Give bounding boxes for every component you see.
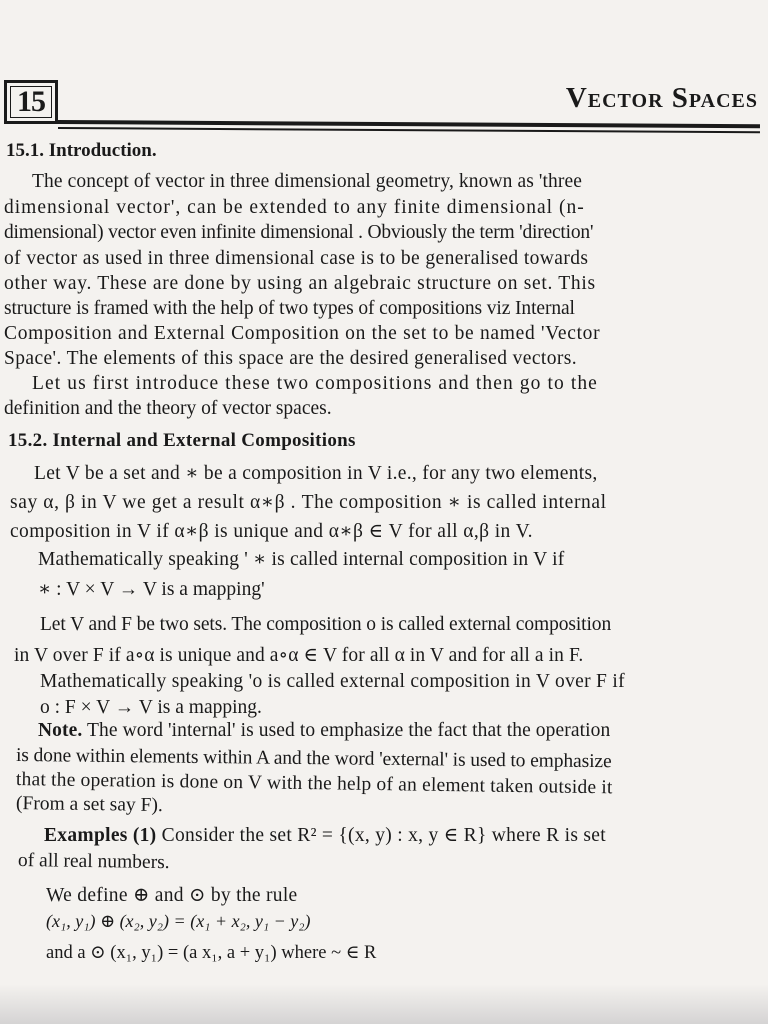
- example-text: Consider the set R² = {(x, y) : x, y ∈ R} where R is set: [156, 825, 606, 846]
- intro-line-1: The concept of vector in three dimensional geometry, known as 'three: [32, 171, 582, 192]
- note-text: The word 'internal' is used to emphasize the fact that the operation: [82, 720, 611, 741]
- intro-line-7: Composition and External Composition on the set to be named 'Vector: [4, 323, 601, 344]
- section-heading-compositions: 15.2. Internal and External Compositions: [8, 430, 356, 451]
- intro-line-10: definition and the theory of vector spaces.: [4, 398, 332, 419]
- intro-line-6: structure is framed with the help of two types of compositions viz Internal: [4, 298, 575, 319]
- intro-line-2: dimensional vector', can be extended to any finite dimensional (n-: [4, 197, 585, 218]
- intro-line-8: Space'. The elements of this space are the desired generalised vectors.: [4, 348, 577, 369]
- composition-line-8: Mathematically speaking 'o is called external composition in V over F if: [40, 671, 625, 692]
- page-bottom-shadow: [0, 984, 768, 1024]
- example-line-2: of all real numbers.: [17, 850, 170, 874]
- composition-line-2: say α, β in V we get a result α∗β . The composition ∗ is called internal: [10, 492, 607, 513]
- intro-line-9: Let us first introduce these two compositions and then go to the: [32, 373, 598, 394]
- example-line-3: We define ⊕ and ⊙ by the rule: [46, 885, 298, 906]
- chapter-number-box: [4, 80, 58, 124]
- example-line-1: [44, 823, 758, 847]
- header-rule-thin: [58, 127, 760, 133]
- note-line-3: that the operation is done on V with the help of an element taken outside it: [15, 769, 613, 799]
- composition-line-1: Let V be a set and ∗ be a composition in V i.e., for any two elements,: [34, 463, 598, 484]
- chapter-title: Vector Spaces: [565, 82, 758, 114]
- intro-line-3: dimensional) vector even infinite dimensional . Obviously the term 'direction': [4, 222, 594, 243]
- composition-line-5: ∗ : V × V → V is a mapping': [38, 579, 265, 600]
- composition-line-9: o : F × V → V is a mapping.: [40, 697, 262, 718]
- intro-line-5: other way. These are done by using an algebraic structure on set. This: [4, 273, 596, 294]
- examples-label: Examples (1): [44, 825, 157, 846]
- section-heading-introduction: 15.1. Introduction.: [6, 140, 157, 161]
- composition-line-3: composition in V if α∗β is unique and α∗β ∈ V for all α,β in V.: [10, 521, 533, 542]
- note-line-2: is done within elements within A and the word 'external' is used to emphasize: [15, 745, 612, 773]
- composition-line-4: Mathematically speaking ' ∗ is called internal composition in V if: [38, 549, 565, 570]
- composition-line-7: in V over F if a∘α is unique and a∘α ∈ V for all α in V and for all a in F.: [14, 645, 584, 666]
- chapter-number: 15: [10, 86, 52, 118]
- example-formula-1: (x₁, y₁) ⊕ (x₂, y₂) = (x₁ + x₂, y₁ − y₂): [46, 911, 311, 931]
- note-label: Note.: [38, 720, 83, 741]
- note-line-4: (From a set say F).: [15, 793, 163, 817]
- note-line-1: [38, 720, 758, 742]
- composition-line-6: Let V and F be two sets. The composition o is called external composition: [40, 614, 612, 635]
- example-formula-2: and a ⊙ (x₁, y₁) = (a x₁, a + y₁) where ~ ∈ R: [46, 943, 377, 963]
- intro-line-4: of vector as used in three dimensional case is to be generalised towards: [4, 248, 589, 269]
